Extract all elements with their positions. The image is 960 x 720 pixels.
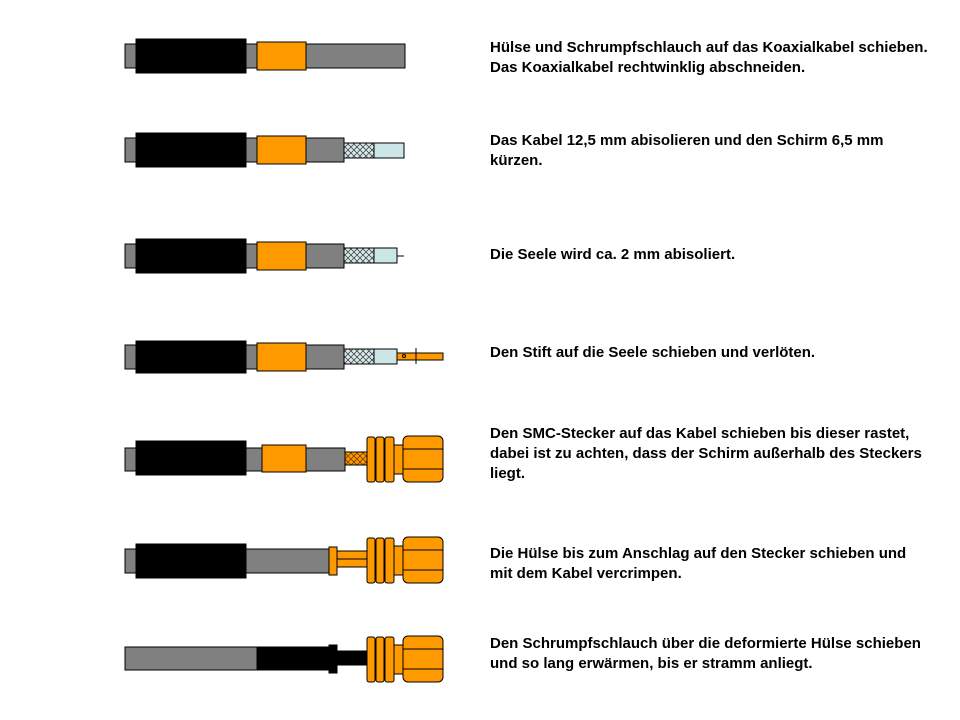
step-4-text: Den Stift auf die Seele schieben und verlöten. [490, 344, 816, 361]
step-1-drawing [125, 39, 405, 73]
step-6-drawing [125, 537, 443, 583]
step-2-drawing [125, 133, 404, 167]
step-3-drawing [125, 239, 404, 273]
step-2-text: Das Kabel 12,5 mm abisolieren und den Schirm 6,5 mm kürzen. [490, 132, 884, 169]
step-3-text: Die Seele wird ca. 2 mm abisoliert. [490, 246, 736, 263]
step-6-text: Die Hülse bis zum Anschlag auf den Stecker schieben und mit dem Kabel vercrimpen. [490, 545, 907, 582]
step-4-drawing [125, 341, 443, 373]
step-7-drawing [125, 636, 443, 682]
step-1-text: Hülse und Schrumpfschlauch auf das Koaxialkabel schieben. Das Koaxialkabel rechtwinklig abschneiden. [490, 39, 928, 76]
step-5-drawing [125, 436, 443, 482]
step-5-text: Den SMC-Stecker auf das Kabel schieben bis dieser rastet, dabei ist zu achten, dass der Schirm außerhalb des Steckers liegt. [490, 425, 922, 482]
step-7-text: Den Schrumpfschlauch über die deformierte Hülse schieben und so lang erwärmen, bis er stramm anliegt. [490, 635, 921, 672]
